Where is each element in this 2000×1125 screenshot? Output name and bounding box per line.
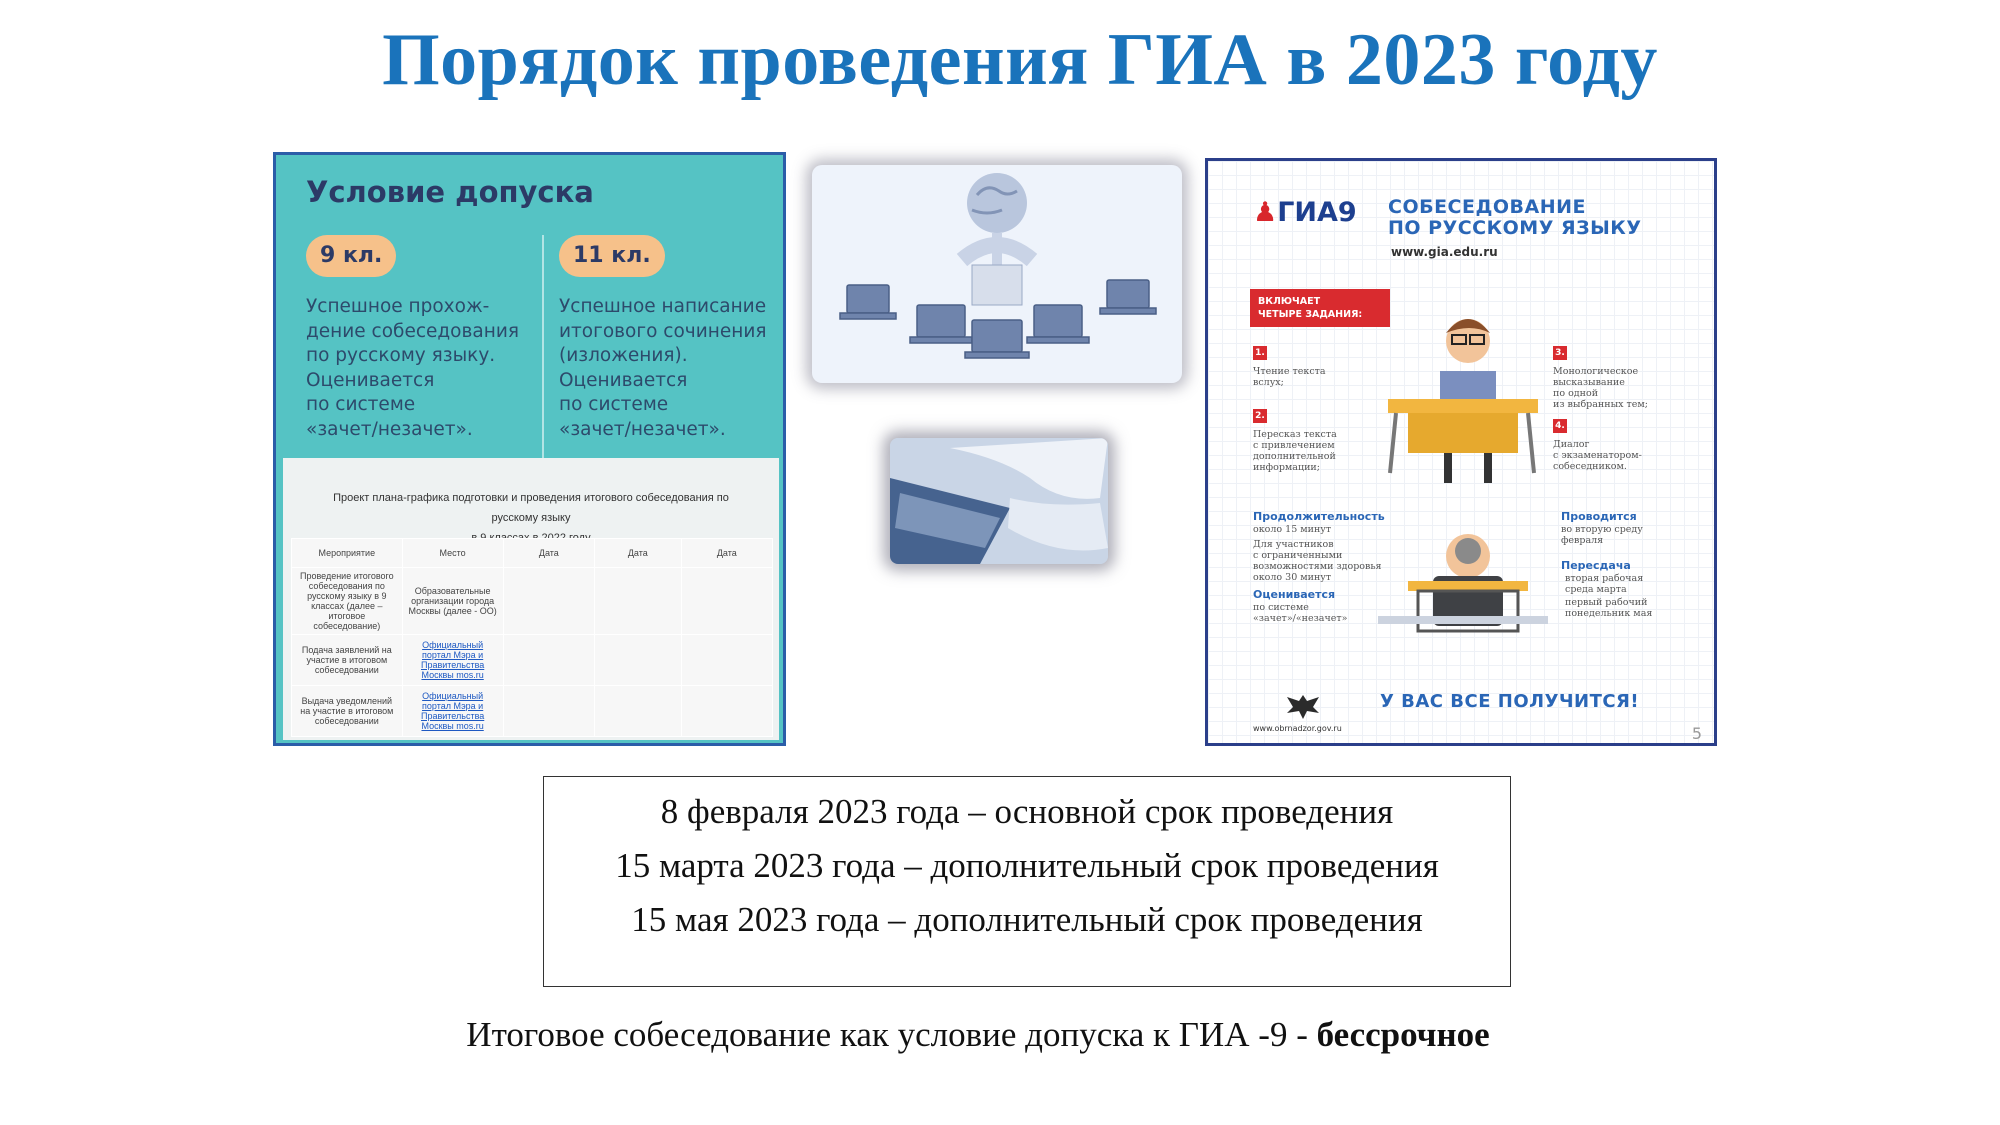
task-number: 4. xyxy=(1553,419,1567,433)
task-text: Диалог с экзаменатором- собеседником. xyxy=(1553,439,1642,472)
page-title: Порядок проведения ГИА в 2023 году xyxy=(382,19,1658,101)
poster-page-number: 5 xyxy=(1691,724,1702,743)
table-cell: Проведение итогового собеседования по русскому языку в 9 классах (далее – итоговое собеседование) xyxy=(292,568,403,635)
table-cell xyxy=(681,568,772,635)
date-line-main: 8 февраля 2023 года – основной срок проведения xyxy=(660,792,1394,831)
held-text: во вторую среду февраля xyxy=(1561,524,1643,546)
table-cell: Выдача уведомлений на участие в итоговом собеседовании xyxy=(292,686,403,737)
table-cell xyxy=(402,635,503,686)
grade-9-text: Успешное прохож- дение собеседования по русскому языку. Оценивается по системе «зачет/незачет». xyxy=(306,296,519,440)
student-illustration xyxy=(1378,301,1548,671)
table-cell xyxy=(595,568,682,635)
admission-condition-image xyxy=(273,152,786,746)
task-number: 1. xyxy=(1253,346,1267,360)
table-cell xyxy=(681,686,772,737)
duration-text: около 15 минут xyxy=(1253,524,1332,535)
retake-text-1: вторая рабочая среда марта xyxy=(1565,573,1644,595)
gia9-logo xyxy=(1253,197,1357,228)
table-header: Дата xyxy=(681,539,772,568)
table-cell xyxy=(503,568,594,635)
gia-logo-icon: ♟ xyxy=(1253,197,1278,228)
task-text: Пересказ текста с привлечением дополнительной информации; xyxy=(1253,429,1337,473)
task-number: 2. xyxy=(1253,409,1267,423)
held-heading: Проводится xyxy=(1561,510,1637,523)
grade-11-badge: 11 кл. xyxy=(559,235,665,277)
keyboard-hands-image xyxy=(890,438,1108,564)
admission-title: Условие допуска xyxy=(306,175,594,209)
footer-note xyxy=(0,1015,1956,1055)
table-header: Дата xyxy=(503,539,594,568)
schedule-table-caption: Проект плана-графика подготовки и проведения итогового собеседования по русскому языку xyxy=(333,492,729,524)
table-cell: Подача заявлений на участие в итоговом собеседовании xyxy=(292,635,403,686)
graded-text: по системе «зачет»/«незачет» xyxy=(1253,602,1348,624)
schedule-table xyxy=(291,538,773,737)
table-cell xyxy=(503,635,594,686)
duration-heading: Продолжительность xyxy=(1253,510,1385,523)
grade-11-text: Успешное написание итогового сочинения (изложения). Оценивается по системе «зачет/незачет». xyxy=(559,296,767,440)
grade-9-badge: 9 кл. xyxy=(306,235,396,277)
task-number: 3. xyxy=(1553,346,1567,360)
poster-slogan: У ВАС ВСЕ ПОЛУЧИТСЯ! xyxy=(1380,691,1640,712)
table-header: Дата xyxy=(595,539,682,568)
date-line-additional-1: 15 марта 2023 года – дополнительный срок проведения xyxy=(615,846,1439,885)
table-header: Место xyxy=(402,539,503,568)
interview-poster xyxy=(1205,158,1717,746)
footer-text: Итоговое собеседование как условие допуска к ГИА -9 - xyxy=(466,1015,1317,1054)
computer-network-image xyxy=(812,165,1182,383)
obrnadzor-url: www.obrnadzor.gov.ru xyxy=(1253,724,1342,733)
table-cell xyxy=(595,686,682,737)
table-row xyxy=(292,635,773,686)
task-text: Монологическое высказывание по одной из выбранных тем; xyxy=(1553,366,1648,410)
tasks-banner: ВКЛЮЧАЕТ ЧЕТЫРЕ ЗАДАНИЯ: xyxy=(1250,289,1390,327)
duration-extra-text: Для участников с ограниченными возможностями здоровья около 30 минут xyxy=(1253,539,1382,583)
table-cell xyxy=(503,686,594,737)
poster-title: СОБЕСЕДОВАНИЕ ПО РУССКОМУ ЯЗЫКУ xyxy=(1388,196,1642,239)
schedule-table-image xyxy=(283,458,779,740)
table-cell: Образовательные организации города Москвы (далее - ОО) xyxy=(402,568,503,635)
eagle-emblem-icon xyxy=(1283,691,1323,721)
task-text: Чтение текста вслух; xyxy=(1253,366,1326,388)
gia9-logo-text: ГИА9 xyxy=(1277,197,1357,228)
graded-heading: Оценивается xyxy=(1253,588,1336,601)
table-cell xyxy=(595,635,682,686)
table-row xyxy=(292,568,773,635)
date-line-additional-2: 15 мая 2023 года – дополнительный срок проведения xyxy=(631,900,1423,939)
table-cell xyxy=(681,635,772,686)
poster-url: www.gia.edu.ru xyxy=(1391,245,1498,259)
table-header: Мероприятие xyxy=(292,539,403,568)
mos-portal-link[interactable]: Официальный портал Мэра и Правительства Москвы mos.ru xyxy=(420,640,485,680)
table-row xyxy=(292,686,773,737)
table-cell xyxy=(402,686,503,737)
dates-box xyxy=(543,776,1511,987)
retake-heading: Пересдача xyxy=(1561,559,1631,572)
footer-bold-text: бессрочное xyxy=(1316,1015,1490,1054)
mos-portal-link[interactable]: Официальный портал Мэра и Правительства Москвы mos.ru xyxy=(420,691,485,731)
retake-text-2: первый рабочий понедельник мая xyxy=(1565,597,1653,619)
